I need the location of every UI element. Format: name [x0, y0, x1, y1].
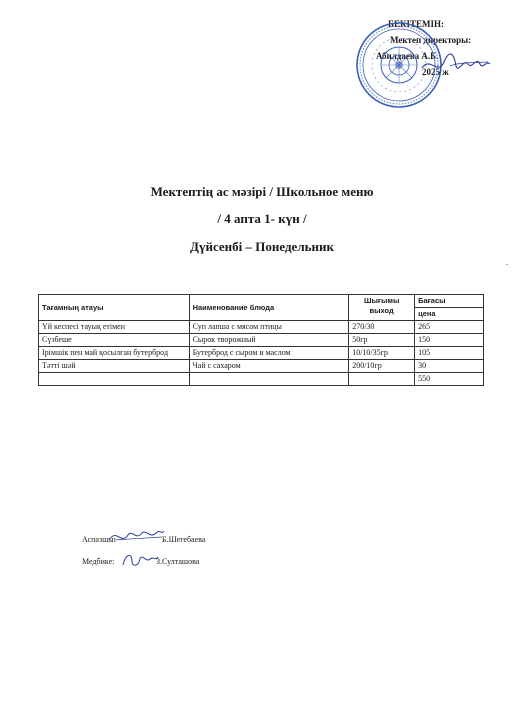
nurse-label: Медбике: — [82, 557, 115, 566]
cell-yield: 50гр — [349, 334, 415, 347]
header-name-ru: Наименование блюда — [189, 295, 349, 321]
stray-dot: . — [506, 258, 508, 267]
header-name-kz: Тағамның атауы — [39, 295, 190, 321]
table-total-row — [39, 373, 484, 386]
table-row — [39, 347, 484, 360]
cell-name-kz: Үй кеспесі тауық етімен — [39, 321, 190, 334]
cell-name-kz: Тәтті шәй — [39, 360, 190, 373]
week-day-label: / 4 апта 1- күн / — [217, 211, 307, 226]
header-price-kz: Бағасы — [415, 295, 483, 308]
header-price-ru: цена — [418, 309, 436, 318]
total-price: 550 — [415, 373, 484, 386]
menu-title: Мектептің ас мәзірі / Школьное меню — [150, 184, 374, 199]
approval-position: Мектеп директоры: — [390, 35, 472, 45]
cell-name-ru: Суп лапша с мясом птицы — [189, 321, 349, 334]
cell-name-ru: Чай с сахаром — [189, 360, 349, 373]
approval-date: 2025 ж — [422, 67, 449, 77]
weekday-title: Дүйсенбі – Понедельник — [190, 239, 334, 254]
director-signature — [420, 50, 492, 80]
cell-name-kz: Ірімшік пен май қосылған бутерброд — [39, 347, 190, 360]
menu-table — [38, 294, 484, 386]
cell-yield: 10/10/35гр — [349, 347, 415, 360]
table-row — [39, 360, 484, 373]
cook-label: Аспазшы: — [82, 535, 116, 544]
nurse-signature — [120, 549, 160, 571]
approval-name: Абилдаева А.Б. — [376, 51, 439, 61]
cell-price: 150 — [415, 334, 484, 347]
header-price — [415, 295, 484, 321]
header-yield: Шығымы выход — [349, 295, 415, 321]
cell-name-ru: Бутерброд с сыром и маслом — [189, 347, 349, 360]
cell-yield: 270/30 — [349, 321, 415, 334]
table-header-row — [39, 295, 484, 321]
table-row — [39, 334, 484, 347]
cell-yield: 200/10гр — [349, 360, 415, 373]
cook-signature — [108, 525, 166, 547]
cell-name-kz: Сүзбеше — [39, 334, 190, 347]
approval-title: БЕКІТЕМІН: — [388, 19, 444, 29]
cook-name: Б.Шегебаева — [162, 535, 206, 544]
cell-price: 30 — [415, 360, 484, 373]
cell-price: 265 — [415, 321, 484, 334]
cell-name-ru: Сырок творожный — [189, 334, 349, 347]
nurse-name: З.Султашова — [156, 557, 200, 566]
cell-price: 105 — [415, 347, 484, 360]
table-row — [39, 321, 484, 334]
